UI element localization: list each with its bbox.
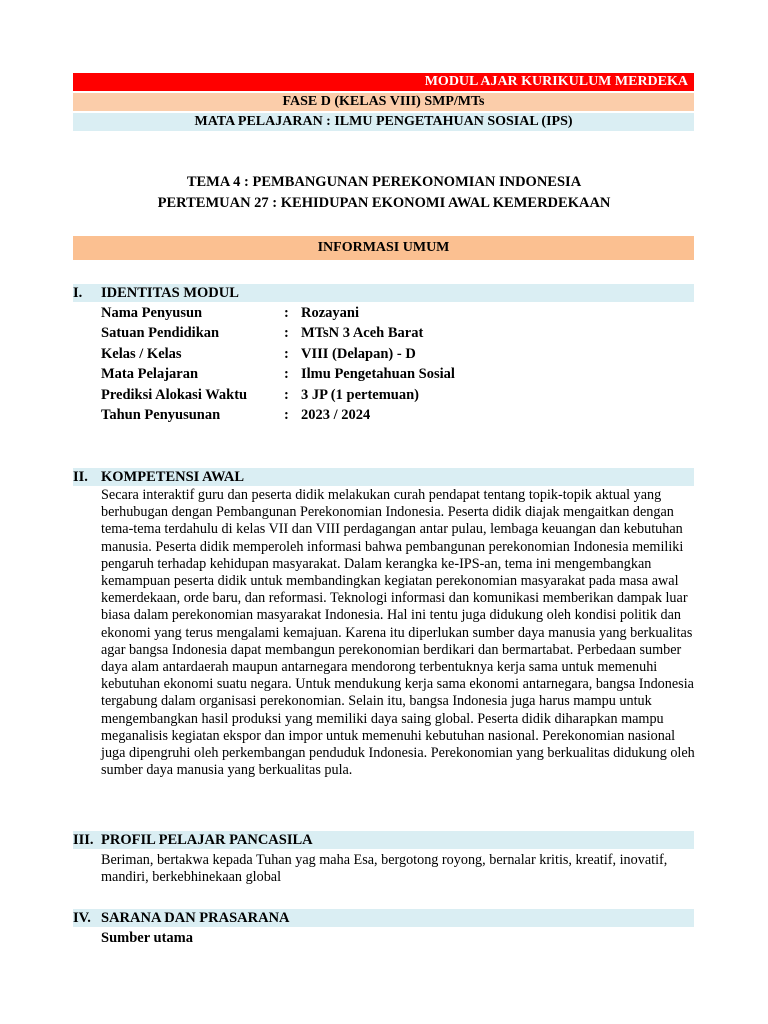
phase-banner: FASE D (KELAS VIII) SMP/MTs: [73, 93, 694, 111]
identity-value: 3 JP (1 pertemuan): [301, 387, 419, 403]
identity-label: Satuan Pendidikan: [101, 325, 220, 341]
identity-label: Nama Penyusun: [101, 305, 203, 321]
section-title: PROFIL PELAJAR PANCASILA: [101, 832, 313, 848]
meeting-title: PERTEMUAN 27 : KEHIDUPAN EKONOMI AWAL KEMERDEKAAN: [157, 195, 611, 211]
identity-label: Mata Pelajaran: [101, 366, 199, 382]
identity-colon: :: [284, 305, 289, 321]
sarana-subheading: Sumber utama: [101, 930, 193, 946]
identity-colon: :: [284, 387, 289, 403]
section-title: IDENTITAS MODUL: [101, 285, 239, 301]
section-title: KOMPETENSI AWAL: [101, 469, 245, 485]
section-kompetensi-header: [73, 468, 694, 486]
identity-row: [101, 364, 694, 384]
section-identitas-header: [73, 284, 694, 302]
identity-colon: :: [284, 366, 289, 382]
theme-title: TEMA 4 : PEMBANGUNAN PEREKONOMIAN INDONESIA: [186, 174, 582, 190]
profil-paragraph: Beriman, bertakwa kepada Tuhan yag maha Esa, bergotong royong, bernalar kritis, kreatif, inovatif, mandiri, berkebhinekaan global: [101, 852, 668, 886]
section-sarana-header: [73, 909, 694, 927]
identity-value: Rozayani: [301, 305, 359, 321]
identity-row: [101, 344, 694, 364]
section-number: II.: [73, 469, 88, 485]
section-number: IV.: [73, 910, 91, 926]
identity-row: [101, 405, 694, 425]
section-number: I.: [73, 285, 83, 301]
section-number: III.: [73, 832, 94, 848]
identity-colon: :: [284, 346, 289, 362]
module-title-banner: MODUL AJAR KURIKULUM MERDEKA: [73, 73, 694, 91]
identity-row: [101, 303, 694, 323]
section-profil-header: [73, 831, 694, 849]
identity-value: 2023 / 2024: [301, 407, 371, 423]
identity-colon: :: [284, 407, 289, 423]
subject-banner: MATA PELAJARAN : ILMU PENGETAHUAN SOSIAL (IPS): [73, 113, 694, 131]
identity-value: Ilmu Pengetahuan Sosial: [301, 366, 455, 382]
section-title: SARANA DAN PRASARANA: [101, 910, 290, 926]
identity-label: Prediksi Alokasi Waktu: [101, 387, 248, 403]
kompetensi-paragraph: Secara interaktif guru dan peserta didik melakukan curah pendapat tentang topik-topik aktual yang berhubugan dengan Pembangunan Perekonomian Indonesia. Peserta didik diajak mengaitkan dengan tema-tema terdahulu di kelas VII dan VIII perdagangan antar pulau, lembaga keuangan dan kebutuhan manusia. Peserta didik memperoleh informasi bahwa pembangunan perekonomian Indonesia memiliki pengaruh terhadap kehidupan masyarakat. Dalam kerangka ke-IPS-an, tema ini mengembangkan kemampuan peserta didik untuk membandingkan kegiatan perekonomian masyarakat pada masa awal kemerdekaan, orde baru, dan reformasi. Teknologi informasi dan komunikasi memberikan dampak luar biasa dalam perekonomian masyarakat Indonesia. Hal ini tentu juga didukung oleh kondisi politik dan ekonomi yang terus mengalami kemajuan. Karena itu diperlukan sumber daya manusia yang berkualitas agar bangsa Indonesia dapat membangun perekonomian berdikari dan bermartabat. Perbedaan sumber daya alam antardaerah maupun antarnegara mendorong terbentuknya kerja sama untuk memenuhi kebutuhan ekonomi suatu negara. Untuk mendukung kerja sama ekonomi antarnegara, bangsa Indonesia tergabung dalam organisasi perekonomian. Selain itu, bangsa Indonesia juga harus mampu untuk mengembangkan hasil produksi yang memiliki daya saing global. Peserta didik diharapkan mampu meganalisis kegiatan ekspor dan impor untuk memenuhi kebutuhan nasional. Perekonomian nasional juga dipengruhi oleh perkembangan penduduk Indonesia. Perekonomian yang berkualitas didukung oleh sumber daya manusia yang berkualitas pula.: [101, 487, 695, 779]
identity-value: MTsN 3 Aceh Barat: [301, 325, 424, 341]
identity-label: Tahun Penyusunan: [101, 407, 221, 423]
identity-row: [101, 385, 694, 405]
general-info-banner: INFORMASI UMUM: [73, 236, 694, 260]
identity-row: [101, 323, 694, 343]
identity-value: VIII (Delapan) - D: [301, 346, 416, 362]
identity-colon: :: [284, 325, 289, 341]
identity-label: Kelas / Kelas: [101, 346, 182, 362]
